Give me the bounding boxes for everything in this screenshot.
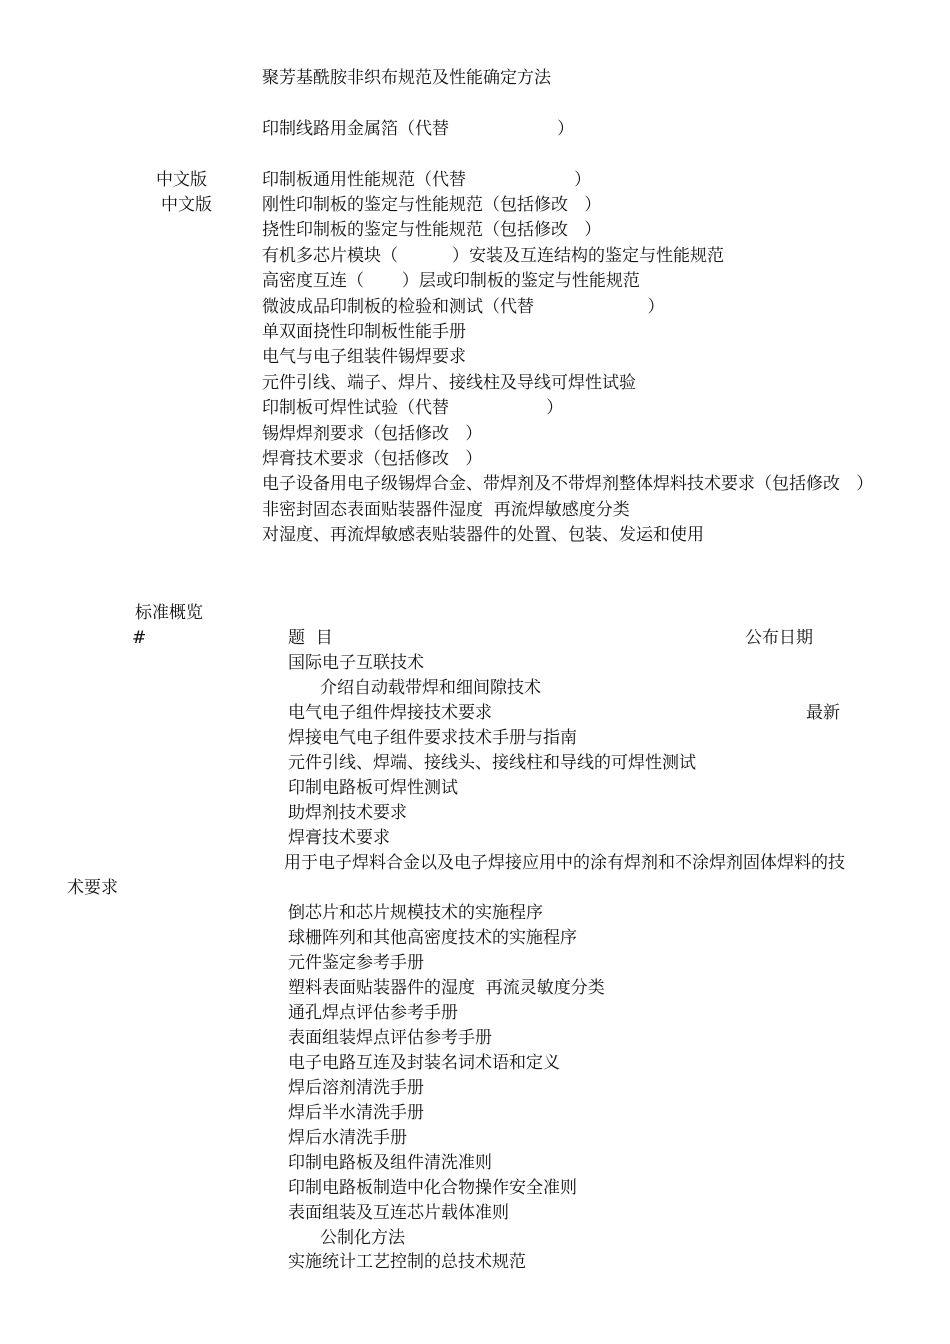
list-item: 刚性印制板的鉴定与性能规范（包括修改 ） <box>262 195 602 215</box>
list-item: 电气与电子组装件锡焊要求 <box>262 347 466 367</box>
column-header-number: # <box>132 628 147 648</box>
list-item: 印制电路板及组件清洗准则 <box>288 1153 492 1173</box>
list-item: 印制电路板制造中化合物操作安全准则 <box>288 1178 577 1198</box>
list-item: 印制电路板可焊性测试 <box>288 778 458 798</box>
list-item: 电气电子组件焊接技术要求 <box>288 703 492 723</box>
list-item: 表面组装焊点评估参考手册 <box>288 1028 492 1048</box>
list-item: 锡焊焊剂要求（包括修改 ） <box>262 424 483 444</box>
list-item: 对湿度、再流焊敏感表贴装器件的处置、包装、发运和使用 <box>262 525 704 545</box>
list-item: 电子电路互连及封装名词术语和定义 <box>288 1053 560 1073</box>
list-item: 球栅阵列和其他高密度技术的实施程序 <box>288 928 577 948</box>
list-item: 元件引线、端子、焊片、接线柱及导线可焊性试验 <box>262 373 636 393</box>
list-item: 焊接电气电子组件要求技术手册与指南 <box>288 728 577 748</box>
list-item: 焊后半水清洗手册 <box>288 1103 424 1123</box>
list-item: 挠性印制板的鉴定与性能规范（包括修改 ） <box>262 220 602 240</box>
list-item: 国际电子互联技术 <box>288 653 424 673</box>
column-header-date: 公布日期 <box>745 628 813 648</box>
list-item: 表面组装及互连芯片载体准则 <box>288 1203 509 1223</box>
list-item: 印制板通用性能规范（代替 ） <box>262 170 592 190</box>
list-item: 聚芳基酰胺非织布规范及性能确定方法 <box>262 68 551 88</box>
list-item-continuation: 术要求 <box>67 878 118 898</box>
list-item: 高密度互连（ ）层或印制板的鉴定与性能规范 <box>262 271 640 291</box>
list-item: 元件引线、焊端、接线头、接线柱和导线的可焊性测试 <box>288 753 696 773</box>
list-item: 实施统计工艺控制的总技术规范 <box>288 1252 526 1272</box>
list-item: 用于电子焊料合金以及电子焊接应用中的涂有焊剂和不涂焊剂固体焊料的技 <box>284 853 845 873</box>
section-heading: 标准概览 <box>135 603 203 623</box>
list-item: 非密封固态表面贴装器件湿度 再流焊敏感度分类 <box>262 500 630 520</box>
list-item: 印制线路用金属箔（代替 ） <box>262 119 575 139</box>
chinese-edition-tag: 中文版 <box>156 170 207 190</box>
latest-label: 最新 <box>806 703 840 723</box>
list-item: 塑料表面贴装器件的湿度 再流灵敏度分类 <box>288 978 605 998</box>
column-header-title: 题 目 <box>288 628 333 648</box>
list-item: 助焊剂技术要求 <box>288 803 407 823</box>
list-item: 焊膏技术要求（包括修改 ） <box>262 449 483 469</box>
list-item: 焊后水清洗手册 <box>288 1128 407 1148</box>
list-item: 通孔焊点评估参考手册 <box>288 1003 458 1023</box>
list-item: 电子设备用电子级锡焊合金、带焊剂及不带焊剂整体焊料技术要求（包括修改 ） <box>262 474 874 494</box>
list-item: 焊后溶剂清洗手册 <box>288 1078 424 1098</box>
chinese-edition-tag: 中文版 <box>161 195 212 215</box>
list-item: 印制板可焊性试验（代替 ） <box>262 398 564 418</box>
list-item: 焊膏技术要求 <box>288 828 390 848</box>
list-item: 公制化方法 <box>320 1228 405 1248</box>
list-item: 介绍自动载带焊和细间隙技术 <box>320 678 541 698</box>
list-item: 倒芯片和芯片规模技术的实施程序 <box>288 903 543 923</box>
list-item: 微波成品印制板的检验和测试（代替 ） <box>262 297 665 317</box>
list-item: 元件鉴定参考手册 <box>288 953 424 973</box>
list-item: 单双面挠性印制板性能手册 <box>262 322 466 342</box>
list-item: 有机多芯片模块（ ）安装及互连结构的鉴定与性能规范 <box>262 246 725 266</box>
